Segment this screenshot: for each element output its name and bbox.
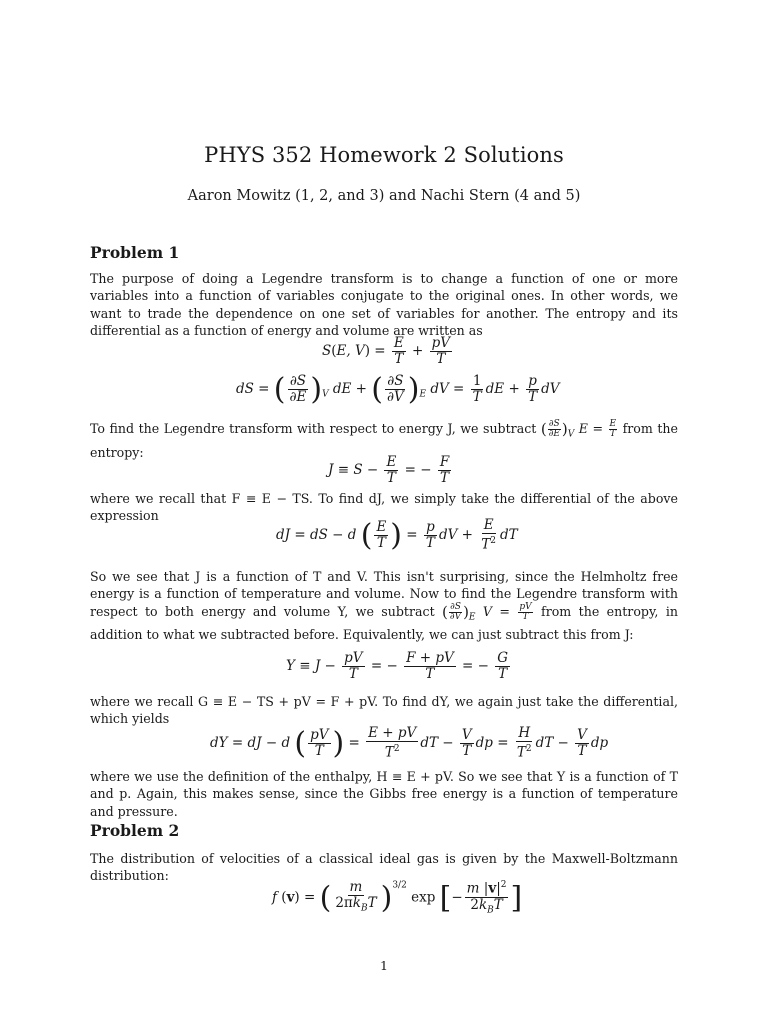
inline-derivative-volume: ( $\frac{\partial S}{\partial V}$ )$_E$ V = $\frac{pV}{T}$ <box>442 601 532 623</box>
maxwell-boltzmann-equation: f (v) = ( $\frac{m}{2\pi k_BT}$ )$^{3/2}$ exp [− $\frac{m |v|^2}{2k_BT}$ ] <box>272 878 523 916</box>
entropy-differential-equation: dS = ( $\frac{\partial S}{\partial E}$ )$_V$ dE + ( $\frac{\partial S}{\partial V}$ )$_E$ dV = $\frac{1}{T}$ dE + $\frac{p}{T}$ dV <box>236 372 560 407</box>
problem-1-heading: Problem 1 <box>90 243 180 262</box>
problem-1-paragraph-5: where we recall G ≡ E − TS + pV = F + pV. To find dY, we again just take the differential, which yields <box>90 694 678 727</box>
problem-2-heading: Problem 2 <box>90 821 180 840</box>
paragraph-4-text-a: So we see that J is a function of T and V. This isn't surprising, since the Helmholtz free energy is a function of temperature and volume. Now to find the Legendre transform with respect to both energy and volume Y, we subtract <box>90 569 678 619</box>
problem-2-paragraph-1: The distribution of velocities of a classical ideal gas is given by the Maxwell-Boltzmann distribution: <box>90 851 678 884</box>
problem-1-paragraph-4 <box>90 568 678 644</box>
page-title: PHYS 352 Homework 2 Solutions <box>204 143 564 167</box>
authors-line: Aaron Mowitz (1, 2, and 3) and Nachi Stern (4 and 5) <box>187 188 581 204</box>
inline-derivative-energy: ( $\frac{\partial S}{\partial E}$ )$_V$ E = $\frac{E}{T}$ <box>540 419 617 440</box>
dj-equation: dJ = dS − d ( $\frac{E}{T}$ ) = $\frac{p}{T}$ dV + $\frac{E}{T^2}$ dT <box>276 517 518 553</box>
problem-1-paragraph-6: where we use the definition of the enthalpy, H ≡ E + pV. So we see that Y is a function of T and p. Again, this makes sense, since the Gibbs free energy is a function of temperature and pressure. <box>90 769 678 819</box>
paragraph-2-text-b: from the entropy: <box>90 421 678 460</box>
j-definition-equation: J ≡ S − $\frac{E}{T}$ = − $\frac{F}{T}$ <box>328 454 450 486</box>
entropy-equation: S(E, V) = $\frac{E}{T}$ + $\frac{pV}{T}$ <box>322 335 451 367</box>
paragraph-4-text-b: from the entropy, in addition to what we subtracted before. Equivalently, we can just subtract this from J: <box>90 603 678 643</box>
paragraph-2-text-a: To find the Legendre transform with respect to energy J, we subtract <box>90 421 537 436</box>
problem-1-paragraph-1: The purpose of doing a Legendre transform is to change a function of one or more variables into a function of variables conjugate to the original ones. In other words, we want to trade the dependence on one set of variables for another. The entropy and its differential as a function of energy and volume are written as <box>90 271 678 338</box>
dy-equation: dY = dJ − d ( $\frac{pV}{T}$ ) = $\frac{E + pV}{T^2}$ dT − $\frac{V}{T}$ dp = $\frac{H}{T^2}$ dT − $\frac{V}{T}$ dp <box>210 725 609 761</box>
y-definition-equation: Y ≡ J − $\frac{pV}{T}$ = − $\frac{F + pV}{T}$ = − $\frac{G}{T}$ <box>286 650 509 682</box>
problem-1-paragraph-3: where we recall that F ≡ E − TS. To find dJ, we simply take the differential of the above expression <box>90 491 678 524</box>
page-number: 1 <box>380 958 388 973</box>
